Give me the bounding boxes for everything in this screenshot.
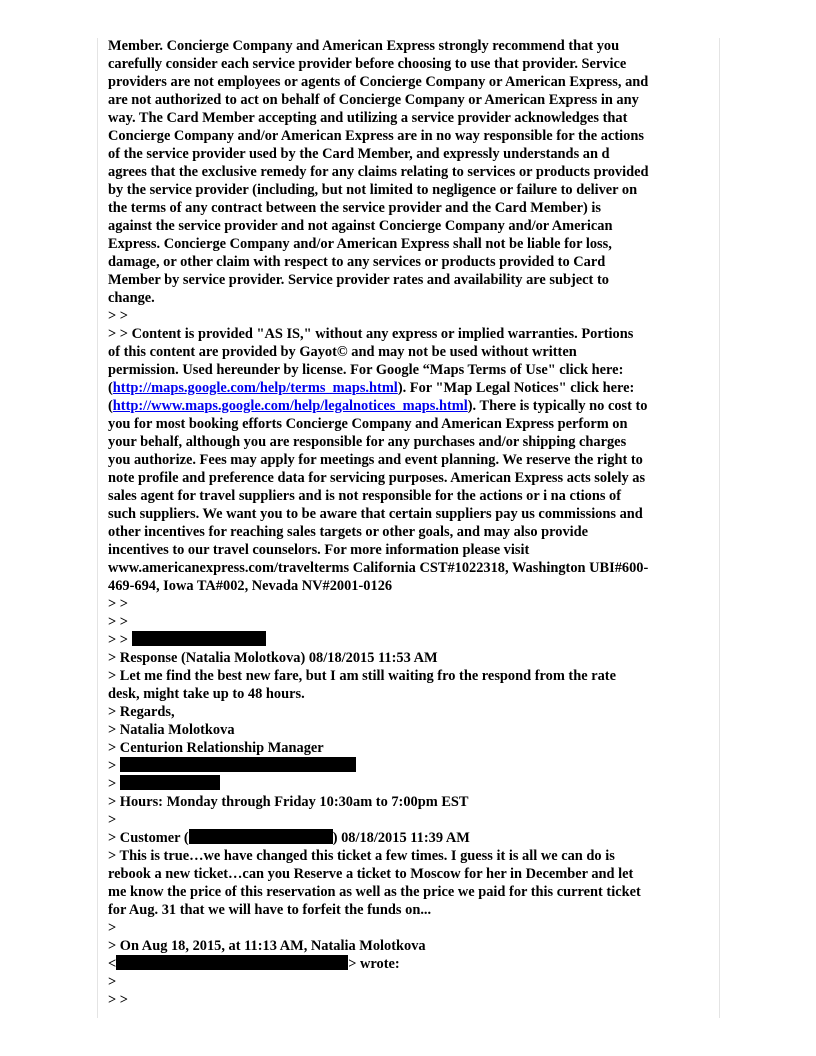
- maps-terms-close: ). For "Map Legal Notices" click here:: [397, 380, 635, 396]
- text-line: > >: [108, 596, 128, 612]
- text-line: > This is true…we have changed this ticket a few times. I guess it is all we can do is: [108, 848, 615, 864]
- redaction-block: [116, 955, 348, 970]
- wrote-suffix: > wrote:: [348, 956, 400, 972]
- hours-block: [108, 793, 714, 829]
- text-line: >: [108, 812, 117, 828]
- agent-response: [108, 649, 714, 757]
- text-line: Concierge Company and/or American Express are in no way responsible for the actions: [108, 128, 644, 144]
- legal-notices-link[interactable]: http://www.maps.google.com/help/legalnotices_maps.html: [112, 398, 468, 414]
- text-line: agrees that the exclusive remedy for any claims relating to services or products provided: [108, 164, 649, 180]
- text-line: www.americanexpress.com/travelterms California CST#1022318, Washington UBI#600-: [108, 560, 649, 576]
- text-line: other incentives for reaching sales targets or other goals, and may also provide: [108, 524, 589, 540]
- legal-notices-close: ). There is typically no cost to: [467, 398, 648, 414]
- text-line: > Hours: Monday through Friday 10:30am to 7:00pm EST: [108, 794, 469, 810]
- text-line: desk, might take up to 48 hours.: [108, 686, 305, 702]
- text-line: 469-694, Iowa TA#002, Nevada NV#2001-0126: [108, 578, 393, 594]
- customer-header-suffix: ) 08/18/2015 11:39 AM: [332, 830, 470, 846]
- text-line: Member. Concierge Company and American Express strongly recommend that you: [108, 38, 620, 54]
- redaction-block: [189, 829, 333, 844]
- wrote-line: [108, 955, 714, 973]
- text-line: incentives to our travel counselors. For more information please visit: [108, 542, 530, 558]
- quoted-tail: [108, 973, 714, 1009]
- text-line: are not authorized to act on behalf of Concierge Company or American Express in any: [108, 92, 639, 108]
- text-line: carefully consider each service provider before choosing to use that provider. Service: [108, 56, 627, 72]
- text-line: damage, or other claim with respect to any services or products provided to Card: [108, 254, 606, 270]
- text-line: > >: [108, 614, 128, 630]
- travel-terms-text: [108, 415, 714, 631]
- text-line: you for most booking efforts Concierge Company and American Express perform on: [108, 416, 628, 432]
- text-line: > >: [108, 992, 128, 1008]
- content-disclaimer: [108, 325, 714, 379]
- text-line: > Response (Natalia Molotkova) 08/18/2015 11:53 AM: [108, 650, 438, 666]
- customer-header-line: [108, 829, 714, 847]
- text-line: > Natalia Molotkova: [108, 722, 235, 738]
- text-line: you authorize. Fees may apply for meetings and event planning. We reserve the right to: [108, 452, 643, 468]
- redacted-contact-line-1: [108, 757, 714, 775]
- wrote-prefix: <: [108, 956, 117, 972]
- text-line: > Centurion Relationship Manager: [108, 740, 324, 756]
- text-line: > On Aug 18, 2015, at 11:13 AM, Natalia Molotkova: [108, 938, 426, 954]
- email-body: [108, 37, 714, 1009]
- quote-prefix: > >: [108, 632, 132, 648]
- text-line: for Aug. 31 that we will have to forfeit the funds on...: [108, 902, 432, 918]
- redaction-block: [120, 757, 356, 772]
- text-line: change.: [108, 290, 155, 306]
- legal-notices-open: (: [108, 398, 113, 414]
- legal-notices-line: [108, 397, 714, 415]
- text-line: way. The Card Member accepting and utilizing a service provider acknowledges that: [108, 110, 628, 126]
- maps-terms-open: (: [108, 380, 113, 396]
- text-line: such suppliers. We want you to be aware that certain suppliers pay us commissions and: [108, 506, 643, 522]
- redacted-contact-line-2: [108, 775, 714, 793]
- customer-header-prefix: > Customer (: [108, 830, 189, 846]
- redacted-line: [108, 631, 714, 649]
- text-line: against the service provider and not against Concierge Company and/or American: [108, 218, 613, 234]
- text-line: >: [108, 920, 117, 936]
- text-line: Express. Concierge Company and/or American Express shall not be liable for loss,: [108, 236, 612, 252]
- text-line: permission. Used hereunder by license. For Google “Maps Terms of Use" click here:: [108, 362, 624, 378]
- text-line: > Let me find the best new fare, but I am still waiting fro the respond from the rate: [108, 668, 616, 684]
- customer-message: [108, 847, 714, 955]
- redaction-block: [132, 631, 266, 646]
- text-line: me know the price of this reservation as well as the price we paid for this current ticket: [108, 884, 641, 900]
- redaction-block: [120, 775, 220, 790]
- text-line: your behalf, although you are responsible for any purchases and/or shipping charges: [108, 434, 627, 450]
- text-line: > > Content is provided "AS IS," without any express or implied warranties. Portions: [108, 326, 634, 342]
- service-provider-disclaimer: [108, 37, 714, 325]
- text-line: of this content are provided by Gayot© and may not be used without written: [108, 344, 577, 360]
- text-line: rebook a new ticket…can you Reserve a ticket to Moscow for her in December and let: [108, 866, 634, 882]
- text-line: providers are not employees or agents of Concierge Company or American Express, and: [108, 74, 649, 90]
- text-line: by the service provider (including, but not limited to negligence or failure to deliver on: [108, 182, 638, 198]
- text-line: the terms of any contract between the service provider and the Card Member) is: [108, 200, 602, 216]
- text-line: > >: [108, 308, 128, 324]
- text-line: of the service provider used by the Card Member, and expressly understands an d: [108, 146, 610, 162]
- text-line: Member by service provider. Service provider rates and availability are subject to: [108, 272, 609, 288]
- text-line: sales agent for travel suppliers and is not responsible for the actions or i na ctions of: [108, 488, 622, 504]
- maps-terms-line: [108, 379, 714, 397]
- quote-marker: >: [108, 758, 117, 774]
- quote-marker: >: [108, 776, 117, 792]
- text-line: note profile and preference data for servicing purposes. American Express acts solely as: [108, 470, 646, 486]
- maps-terms-link[interactable]: http://maps.google.com/help/terms_maps.html: [112, 380, 398, 396]
- text-line: > Regards,: [108, 704, 175, 720]
- text-line: >: [108, 974, 117, 990]
